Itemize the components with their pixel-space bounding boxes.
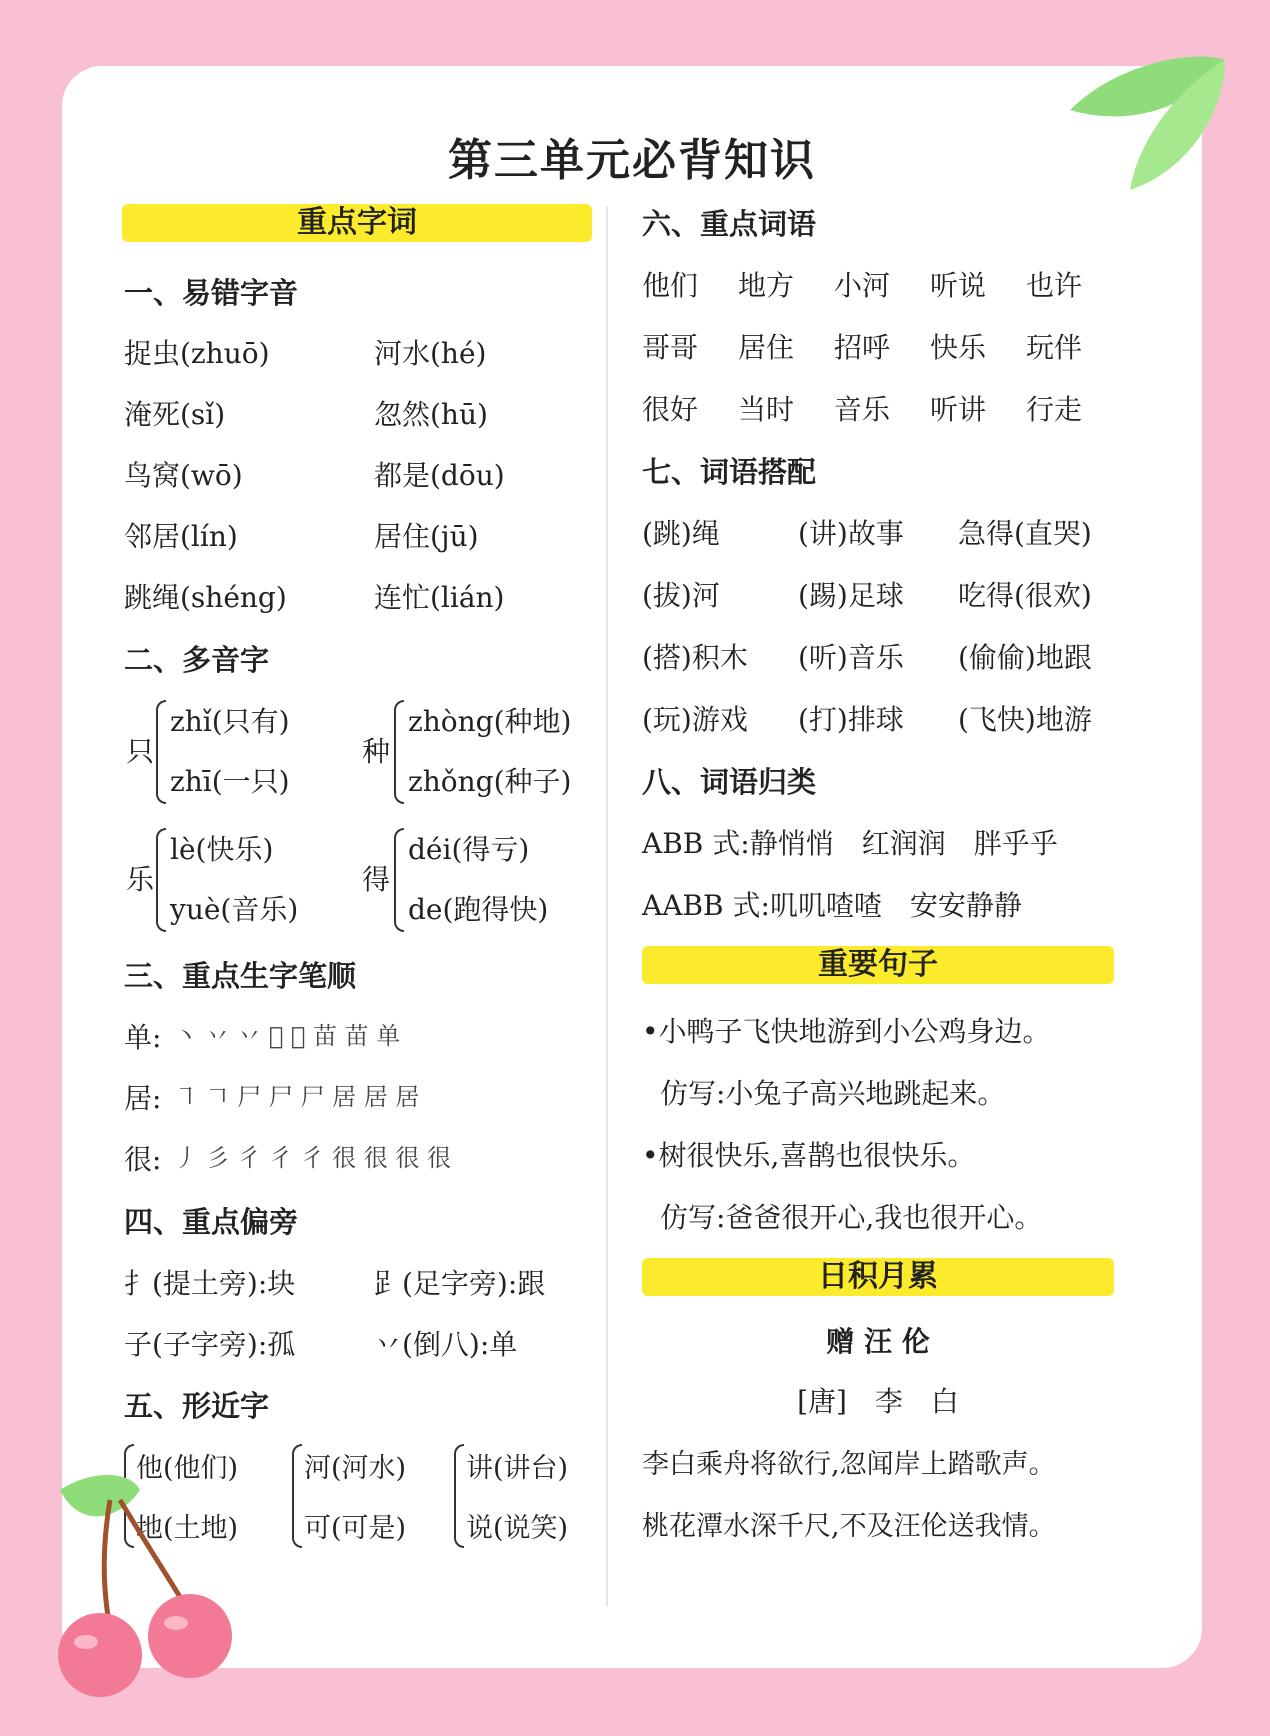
word-2-2: 音乐: [834, 393, 891, 426]
poly-zhong-b: zhǒng(种子): [408, 765, 572, 798]
word-0-3: 听说: [930, 269, 987, 302]
poly-zhi-b: zhī(一只): [170, 765, 290, 798]
similar-g0-b: 地(土地): [136, 1513, 239, 1544]
poly-le-b: yuè(音乐): [170, 893, 299, 926]
s1-r3-c1: 居住(jū): [374, 520, 479, 553]
content-card: [62, 66, 1202, 1668]
word-2-4: 行走: [1026, 393, 1083, 426]
stroke-label-dan: 单:: [124, 1021, 162, 1054]
word-1-4: 玩伴: [1026, 331, 1083, 364]
heading-s7: 七、词语搭配: [642, 455, 817, 489]
s1-r3-c0: 邻居(lín): [124, 520, 238, 553]
word-1-2: 招呼: [834, 331, 891, 364]
word-1-0: 哥哥: [642, 331, 699, 364]
stroke-order-dan: 丶 丷 丷 𫝀 𫝀 苗 苗 单: [174, 1022, 401, 1050]
collocation-1-0: (拔)河: [642, 579, 720, 612]
word-2-1: 当时: [738, 393, 795, 426]
collocation-2-0: (搭)积木: [642, 641, 748, 674]
heading-s8: 八、词语归类: [642, 765, 817, 799]
collocation-2-2: (偷偷)地跟: [958, 641, 1092, 674]
similar-g0-a: 他(他们): [136, 1453, 239, 1484]
collocation-3-2: (飞快)地游: [958, 703, 1092, 736]
collocation-3-0: (玩)游戏: [642, 703, 748, 736]
stroke-label-ju: 居:: [124, 1082, 162, 1115]
poly-char-zhong: 种: [362, 735, 391, 768]
category-aabb: AABB 式:叽叽喳喳 安安静静: [642, 889, 1022, 922]
poly-le-a: lè(快乐): [170, 833, 274, 866]
s1-r2-c1: 都是(dōu): [374, 459, 505, 492]
poly-de-a: déi(得亏): [408, 833, 530, 866]
s1-r4-c1: 连忙(lián): [374, 581, 505, 614]
brace: [394, 828, 404, 932]
collocation-0-0: (跳)绳: [642, 517, 720, 550]
column-divider: [606, 206, 608, 1606]
poem-title: 赠 汪 伦: [826, 1325, 930, 1358]
word-2-3: 听讲: [930, 393, 987, 426]
heading-s1: 一、易错字音: [124, 276, 299, 310]
band-key-words: 重点字词: [122, 204, 592, 242]
brace: [292, 1444, 302, 1548]
band-important-sentences: 重要句子: [642, 946, 1114, 984]
collocation-0-2: 急得(直哭): [958, 517, 1092, 550]
poem-line-1: 李白乘舟将欲行,忽闻岸上踏歌声。: [642, 1449, 1056, 1480]
s1-r2-c0: 鸟窝(wō): [124, 459, 243, 492]
band-daily-accumulation: 日积月累: [642, 1258, 1114, 1296]
imitation-1: 仿写:小兔子高兴地跳起来。: [660, 1077, 1006, 1110]
word-2-0: 很好: [642, 393, 699, 426]
s1-r0-c0: 捉虫(zhuō): [124, 337, 270, 370]
page-title: 第三单元必背知识: [448, 135, 816, 186]
poem-line-2: 桃花潭水深千尺,不及汪伦送我情。: [642, 1511, 1056, 1542]
heading-s2: 二、多音字: [124, 643, 270, 677]
heading-s5: 五、形近字: [124, 1389, 270, 1423]
poly-char-zhi: 只: [126, 735, 155, 768]
sentence-2: •树很快乐,喜鹊也很快乐。: [642, 1139, 976, 1172]
collocation-1-2: 吃得(很欢): [958, 579, 1092, 612]
radical-r1-c1: 丷(倒八):单: [374, 1328, 518, 1361]
cherry-decoration: [20, 1460, 260, 1700]
s1-r4-c0: 跳绳(shéng): [124, 581, 287, 614]
word-1-3: 快乐: [930, 331, 987, 364]
stroke-order-ju: ㇕ 𠃍 尸 尸 尸 居 居 居: [174, 1083, 420, 1111]
similar-g1-b: 可(可是): [304, 1513, 407, 1544]
s1-r1-c0: 淹死(sǐ): [124, 398, 226, 431]
imitation-2: 仿写:爸爸很开心,我也很开心。: [660, 1201, 1043, 1234]
word-0-4: 也许: [1026, 269, 1083, 302]
s1-r0-c1: 河水(hé): [374, 337, 487, 370]
heading-s6: 六、重点词语: [642, 207, 817, 241]
radical-r0-c0: 扌(提土旁):块: [124, 1267, 296, 1300]
radical-r1-c0: 子(子字旁):孤: [124, 1328, 296, 1361]
brace: [454, 1444, 464, 1548]
collocation-0-1: (讲)故事: [798, 517, 904, 550]
sentence-1: •小鸭子飞快地游到小公鸡身边。: [642, 1015, 1051, 1048]
brace: [156, 828, 166, 932]
poly-zhong-a: zhòng(种地): [408, 705, 572, 738]
similar-g2-a: 讲(讲台): [466, 1453, 569, 1484]
brace: [156, 700, 166, 804]
heading-s3: 三、重点生字笔顺: [124, 959, 357, 993]
stroke-order-hen: 丿 彡 彳 彳 彳 很 很 很 很: [174, 1144, 452, 1172]
poly-char-le: 乐: [126, 863, 155, 896]
collocation-1-1: (踢)足球: [798, 579, 904, 612]
radical-r0-c1: 𧾷(足字旁):跟: [374, 1267, 546, 1300]
word-0-1: 地方: [738, 269, 795, 302]
similar-g2-b: 说(说笑): [466, 1513, 569, 1544]
category-abb: ABB 式:静悄悄 红润润 胖乎乎: [642, 827, 1058, 860]
word-1-1: 居住: [738, 331, 795, 364]
heading-s4: 四、重点偏旁: [124, 1205, 299, 1239]
leaf-decoration: [1060, 50, 1240, 200]
word-0-0: 他们: [642, 269, 699, 302]
brace: [394, 700, 404, 804]
poly-de-b: de(跑得快): [408, 893, 549, 926]
poly-zhi-a: zhǐ(只有): [170, 705, 290, 738]
stroke-label-hen: 很:: [124, 1143, 162, 1176]
collocation-2-1: (听)音乐: [798, 641, 904, 674]
similar-g1-a: 河(河水): [304, 1453, 407, 1484]
poly-char-de: 得: [362, 863, 391, 896]
word-0-2: 小河: [834, 269, 891, 302]
collocation-3-1: (打)排球: [798, 703, 904, 736]
s1-r1-c1: 忽然(hū): [374, 398, 488, 431]
poem-author: [唐] 李 白: [797, 1385, 959, 1418]
